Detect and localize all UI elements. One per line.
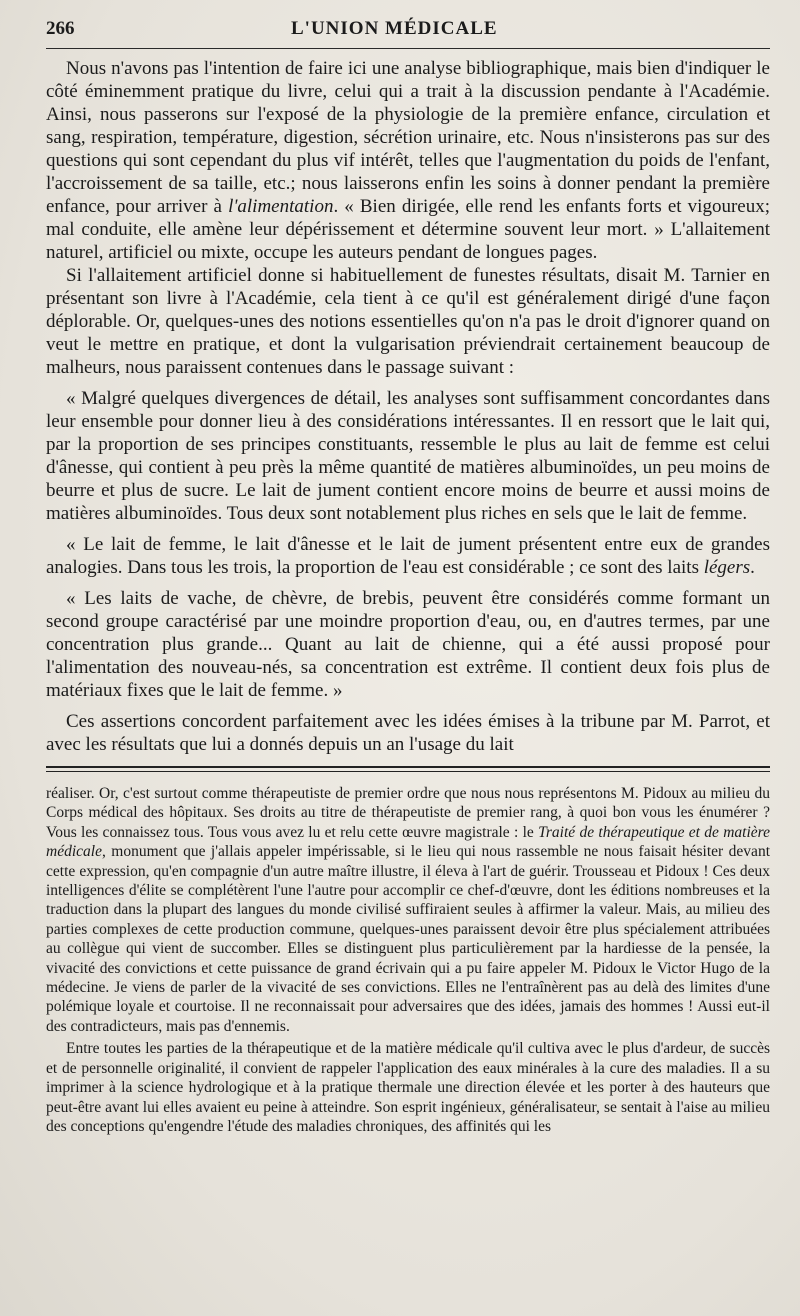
paragraph: Nous n'avons pas l'intention de faire ici une analyse bibliographique, mais bien d'indiquer le côté éminemment pratique du livre, celui qui a trait à la discussion pendante à l'Académie. Ainsi, nous passerons sur l'exposé de la physiologie de la première enfance, circulation et sang, respiration, température, digestion, sécrétion urinaire, etc. Nous n'insisterons pas sur des questions qui sont cependant du plus vif intérêt, telles que l'augmentation du poids de l'enfant, l'accroissement de sa taille, etc.; nous laisserons enfin les soins à donner pendant la première enfance, pour arriver à l'alimentation. « Bien dirigée, elle rend les enfants forts et vigoureux; mal conduite, elle amène leur dépérissement et détermine souvent leur mort. » L'allaitement naturel, artificiel ou mixte, occupe les auteurs pendant de longues pages. bbox=[46, 58, 770, 263]
paragraph: Si l'allaitement artificiel donne si habituellement de funestes résultats, disait M. Tarnier en présentant son livre à l'Académie, cela tient à ce qu'il est généralement dirigé d'une façon déplorable. Or, quelques-unes des notions essentielles qu'on n'a pas le droit d'ignorer quand on veut le mettre en pratique, et dont la vulgarisation préviendrait certainement beaucoup de malheurs, nous paraissent contenues dans le passage suivant : bbox=[46, 265, 770, 378]
feuilleton-paragraph: Entre toutes les parties de la thérapeutique et de la matière médicale qu'il cultiva avec le plus d'ardeur, de succès et de personnelle originalité, il convient de rappeler l'application des eaux minérales à la cure des maladies. Il a su imprimer à la science hydrologique et à la pratique thermale une direction élevée et les porter à des hauteurs que peut-être avant lui elles avaient eu peine à atteindre. Son esprit ingénieux, généralisateur, se sentait à l'aise au milieu des conceptions qu'engendre l'étude des maladies chroniques, des affinités qui les bbox=[46, 1040, 770, 1135]
quote-paragraph: « Les laits de vache, de chèvre, de brebis, peuvent être considérés comme formant un second groupe caractérisé par une moindre proportion d'eau, ou, en d'autres termes, par une concentration plus grande... Quant au lait de chienne, qui a été aussi proposé pour l'alimentation des nouveau-nés, sa concentration est extrême. Il contient deux fois plus de matériaux fixes que le lait de femme. » bbox=[46, 588, 770, 701]
feuilleton-paragraph: réaliser. Or, c'est surtout comme thérapeutiste de premier ordre que nous nous représentons M. Pidoux au milieu du Corps médical des hôpitaux. Ses droits au titre de thérapeutiste de premier rang, à quoi bon vous les énumérer ? Vous les connaissez tous. Tous vous avez lu et relu cette œuvre magistrale : le Traité de thérapeutique et de matière médicale, monument que j'allais appeler impérissable, si le lieu qui nous rassemble ne nous faisait hésiter devant cette expression, qu'en compagnie d'un autre maître illustre, il éleva à l'art de guérir. Trousseau et Pidoux ! Ces deux intelligences d'élite se complétèrent l'une l'autre pour accomplir ce chef-d'œuvre, dont les éditions nombreuses et la traduction dans la plupart des langues du monde civilisé suffiraient seules à affirmer la valeur. Mais, au milieu des parties complexes de cette production commune, quelques-unes paraissent devoir être plus spécialement attribuées au collègue qui vient de succomber. Elles se distinguent plus particulièrement par la hardiesse de la pensée, la vivacité des convictions et cette puissance de grand écrivain qui a pu faire appeler M. Pidoux le Victor Hugo de la médecine. Je viens de parler de la vivacité de ses convictions. Elles ne l'entraînèrent pas au delà des limites d'une polémique loyale et courtoise. Il ne reconnaissait pour adversaires que des idées, jamais des hommes ! Aussi eut-il des contradicteurs, mais pas d'ennemis. bbox=[46, 785, 770, 1035]
quote-paragraph: « Le lait de femme, le lait d'ânesse et le lait de jument présentent entre eux de grandes analogies. Dans tous les trois, la proportion de l'eau est considérable ; ce sont des laits légers. bbox=[46, 534, 770, 578]
quote-paragraph: « Malgré quelques divergences de détail, les analyses sont suffisamment concordantes dans leur ensemble pour donner lieu à des considérations intéressantes. Il en ressort que le lait qui, par la proportion de ses principes constituants, ressemble le plus au lait de femme est celui d'ânesse, qui contient à peu près la même quantité de matières albuminoïdes, un peu moins de beurre et plus de sucre. Le lait de jument contient encore moins de beurre et aussi moins de matières albuminoïdes. Tous deux sont notablement plus riches en sels que le lait de femme. bbox=[46, 388, 770, 524]
paragraph: Ces assertions concordent parfaitement avec les idées émises à la tribune par M. Parrot, et avec les résultats que lui a donnés depuis un an l'usage du lait bbox=[46, 711, 770, 755]
page-header bbox=[46, 18, 770, 49]
main-text bbox=[46, 57, 770, 756]
feuilleton-divider bbox=[46, 766, 770, 772]
journal-title: L'UNION MÉDICALE bbox=[291, 18, 498, 39]
feuilleton-text bbox=[46, 784, 770, 1136]
page-number: 266 bbox=[46, 18, 75, 39]
